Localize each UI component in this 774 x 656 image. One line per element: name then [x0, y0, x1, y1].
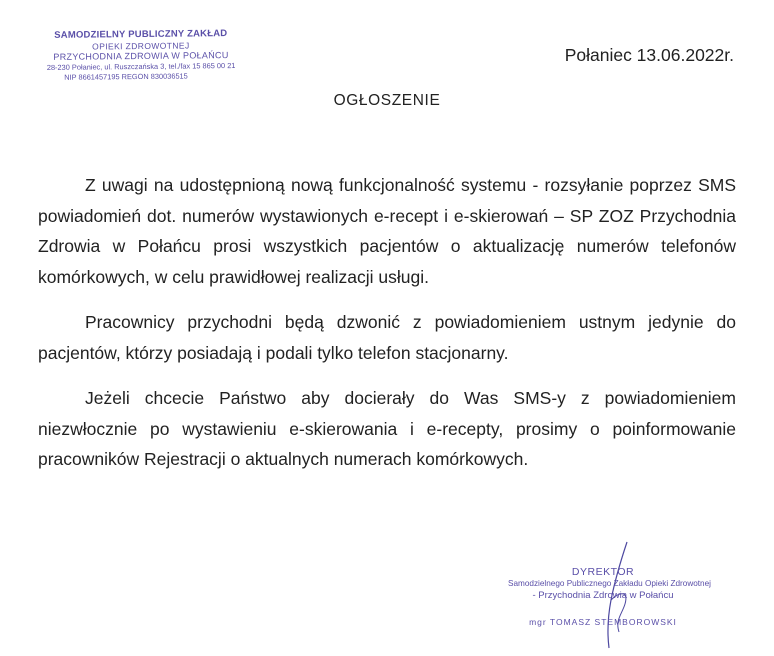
director-stamp: [508, 566, 711, 628]
document-date: Połaniec 13.06.2022r.: [564, 45, 734, 65]
stamp-line-5: NIP 8661457195 REGON 830036515: [64, 71, 188, 82]
stamp-line-3: PRZYCHODNIA ZDROWIA W POŁAŃCU: [53, 50, 229, 62]
paragraph-3: Jeżeli chcecie Państwo aby docierały do Was SMS-y z powiadomieniem niezwłocznie po wystawieniu e-skierowania i e-recepty, prosimy o poinformowanie pracowników Rejestracji o aktualnych numerach komórkowych.: [38, 388, 736, 469]
paragraph-2: Pracownicy przychodni będą dzwonić z powiadomieniem ustnym jedynie do pacjentów, którzy posiadają i podali tylko telefon stacjonarny.: [38, 312, 736, 363]
stamp-line-2: OPIEKI ZDROWOTNEJ: [92, 39, 190, 52]
stamp-line-1: SAMODZIELNY PUBLICZNY ZAKŁAD: [54, 28, 228, 41]
document-title: OGŁOSZENIE: [333, 92, 441, 109]
director-role: DYREKTOR: [571, 566, 635, 578]
paragraph-1: Z uwagi na udostępnioną nową funkcjonalność systemu - rozsyłanie poprzez SMS powiadomień dot. numerów wystawionych e-recept i e-skierowań – SP ZOZ Przychodnia Zdrowia w Połańcu prosi wszystkich pacjentów o aktualizację numerów telefonów komórkowych, w celu prawidłowej realizacji usługi.: [38, 175, 736, 287]
director-institution-line-2: - Przychodnia Zdrowia w Połańcu: [532, 590, 674, 601]
director-institution-line-1: Samodzielnego Publicznego Zakładu Opieki Zdrowotnej: [508, 579, 711, 588]
director-name: mgr TOMASZ STEMBOROWSKI: [529, 617, 677, 627]
document-body: [38, 170, 736, 475]
stamp-line-4: 28-230 Połaniec, ul. Ruszczańska 3, tel./fax 15 865 00 21: [46, 60, 236, 72]
institution-stamp: [26, 29, 257, 84]
